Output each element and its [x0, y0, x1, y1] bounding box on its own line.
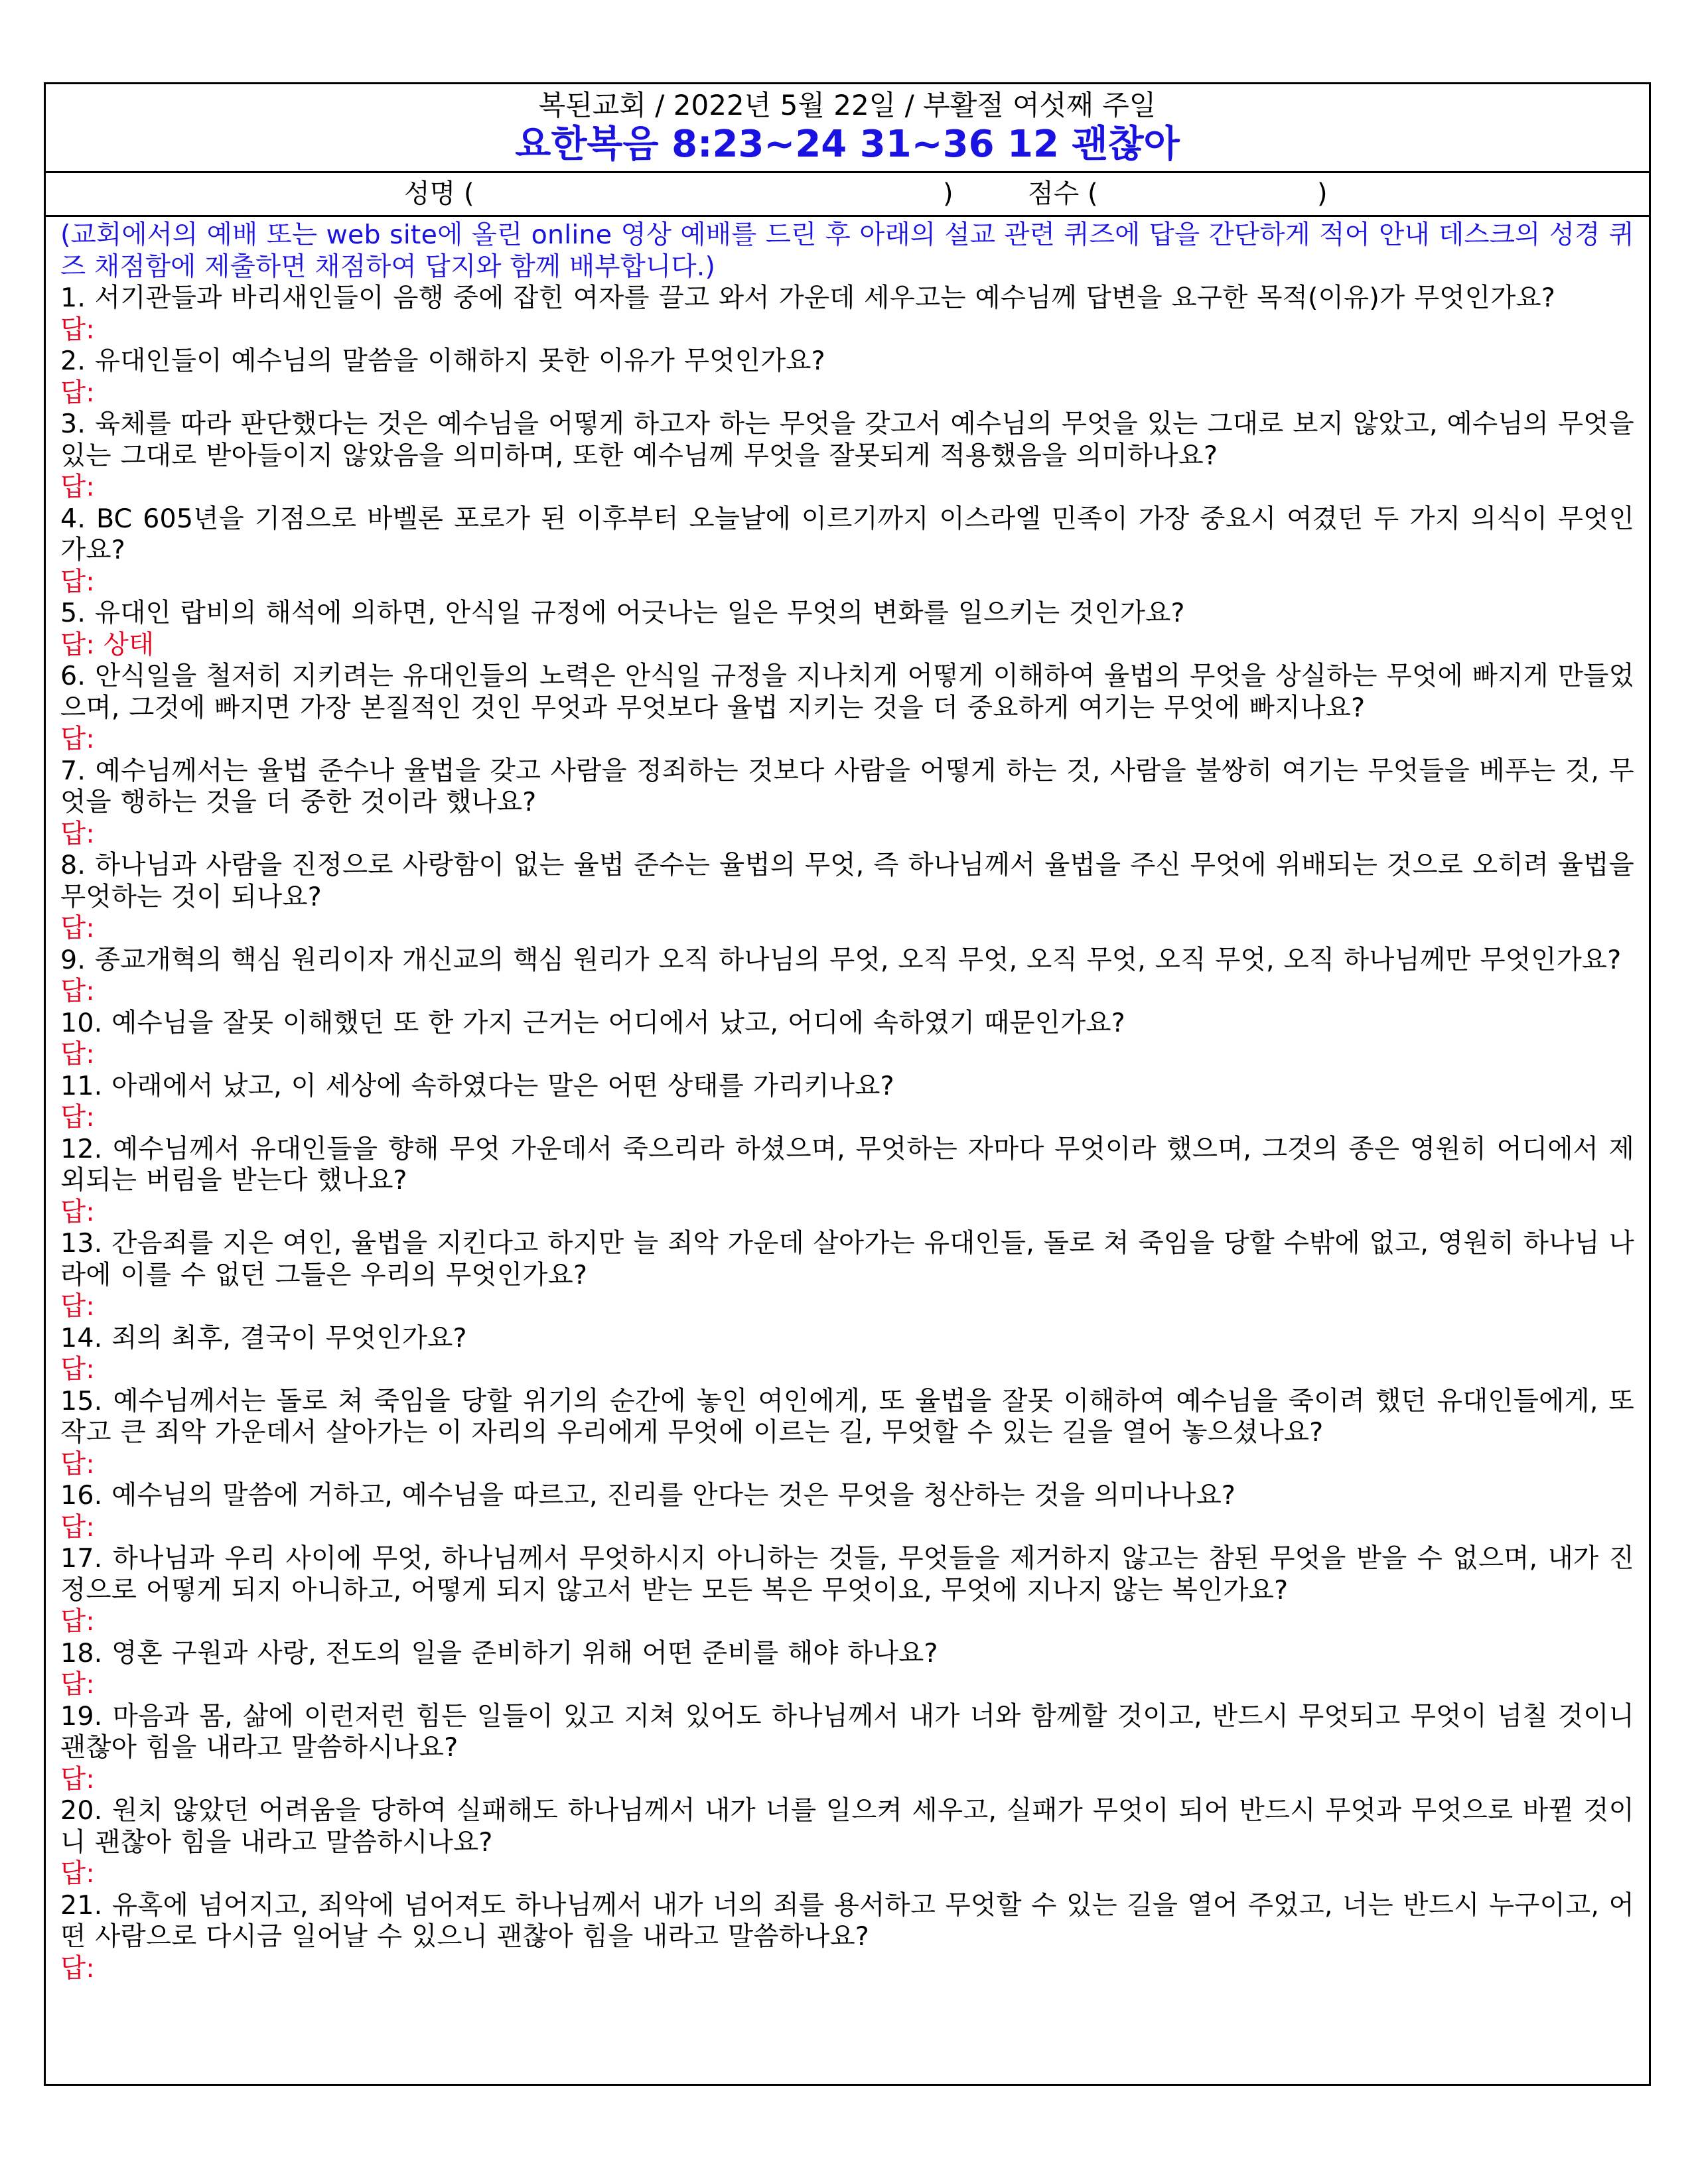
question-14: 14. 죄의 최후, 결국이 무엇인가요? — [60, 1322, 467, 1353]
question-6: 6. 안식일을 철저히 지키려는 유대인들의 노력은 안식일 규정을 지나치게 어떻게 이해하여 율법의 무엇을 상실하는 무엇에 빠지게 만들었으며, 그것에 빠지면 가장 본질적인 것인 무엇과 무엇보다 율법 지키는 것을 더 중요하게 여기는 무엇에 빠지나요? — [60, 661, 1634, 723]
church-date-line: 복된교회 / 2022년 5월 22일 / 부활절 여섯째 주일 — [538, 89, 1157, 121]
answer-13: 답: — [60, 1291, 95, 1322]
sheet-header — [46, 84, 1649, 173]
answer-2: 답: — [60, 377, 95, 408]
answer-10: 답: — [60, 1039, 95, 1069]
question-11: 11. 아래에서 났고, 이 세상에 속하였다는 말은 어떤 상태를 가리키나요? — [60, 1070, 894, 1101]
score-label: 점수 ( — [1028, 178, 1098, 209]
question-1: 1. 서기관들과 바리새인들이 음행 중에 잡힌 여자를 끌고 와서 가운데 세우고는 예수님께 답변을 요구한 목적(이유)가 무엇인가요? — [60, 283, 1556, 313]
answer-3: 답: — [60, 472, 95, 502]
question-12: 12. 예수님께서 유대인들을 향해 무엇 가운데서 죽으리라 하셨으며, 무엇하는 자마다 무엇이라 했으며, 그것의 종은 영원히 어디에서 제외되는 버림을 받는다 했나요? — [60, 1133, 1634, 1195]
answer-18: 답: — [60, 1669, 95, 1700]
answer-8: 답: — [60, 913, 95, 943]
question-5: 5. 유대인 랍비의 해석에 의하면, 안식일 규정에 어긋나는 일은 무엇의 변화를 일으키는 것인가요? — [60, 598, 1185, 628]
question-15: 15. 예수님께서는 돌로 쳐 죽임을 당할 위기의 순간에 놓인 여인에게, 또 율법을 잘못 이해하여 예수님을 죽이려 했던 유대인들에게, 또 작고 큰 죄악 가운데서 살아가는 이 자리의 우리에게 무엇에 이르는 길, 무엇할 수 있는 길을 열어 놓으셨나요? — [60, 1385, 1634, 1448]
score-field-close: ) — [1317, 178, 1328, 209]
question-9: 9. 종교개혁의 핵심 원리이자 개신교의 핵심 원리가 오직 하나님의 무엇, 오직 무엇, 오직 무엇, 오직 무엇, 오직 하나님께만 무엇인가요? — [60, 944, 1622, 975]
answer-7: 답: — [60, 818, 95, 849]
question-7: 7. 예수님께서는 율법 준수나 율법을 갖고 사람을 정죄하는 것보다 사람을 어떻게 하는 것, 사람을 불쌍히 여기는 무엇들을 베푸는 것, 무엇을 행하는 것을 더 중한 것이라 했나요? — [60, 755, 1634, 817]
answer-4: 답: — [60, 566, 95, 597]
answer-5: 답: 상태 — [60, 629, 155, 660]
answer-9: 답: — [60, 976, 95, 1006]
name-score-row — [46, 173, 1649, 217]
answer-1: 답: — [60, 314, 95, 345]
answer-14: 답: — [60, 1354, 95, 1385]
question-10: 10. 예수님을 잘못 이해했던 또 한 가지 근거는 어디에서 났고, 어디에 속하였기 때문인가요? — [60, 1007, 1125, 1038]
question-20: 20. 원치 않았던 어려움을 당하여 실패해도 하나님께서 내가 너를 일으켜 세우고, 실패가 무엇이 되어 반드시 무엇과 무엇으로 바뀔 것이니 괜찮아 힘을 내라고 말씀하시나요? — [60, 1795, 1634, 1858]
sermon-title: 요한복음 8:23~24 31~36 12 괜찮아 — [515, 123, 1180, 166]
name-label: 성명 ( — [404, 178, 474, 209]
answer-19: 답: — [60, 1763, 95, 1795]
question-3: 3. 육체를 따라 판단했다는 것은 예수님을 어떻게 하고자 하는 무엇을 갖고서 예수님의 무엇을 있는 그대로 보지 않았고, 예수님의 무엇을 있는 그대로 받아들이지 않았음을 의미하며, 또한 예수님께 무엇을 잘못되게 적용했음을 의미하나요? — [60, 409, 1634, 471]
question-2: 2. 유대인들이 예수님의 말씀을 이해하지 못한 이유가 무엇인가요? — [60, 346, 825, 376]
question-4: 4. BC 605년을 기점으로 바벨론 포로가 된 이후부터 오늘날에 이르기까지 이스라엘 민족이 가장 중요시 여겼던 두 가지 의식이 무엇인가요? — [60, 503, 1634, 565]
answer-6: 답: — [60, 724, 95, 754]
question-16: 16. 예수님의 말씀에 거하고, 예수님을 따르고, 진리를 안다는 것은 무엇을 청산하는 것을 의미나나요? — [60, 1480, 1236, 1511]
question-19: 19. 마음과 몸, 삶에 이런저런 힘든 일들이 있고 지쳐 있어도 하나님께서 내가 너와 함께할 것이고, 반드시 무엇되고 무엇이 넘칠 것이니 괜찮아 힘을 내라고 말씀하시나요? — [60, 1700, 1634, 1763]
answer-17: 답: — [60, 1606, 95, 1637]
answer-21: 답: — [60, 1952, 95, 1984]
question-8: 8. 하나님과 사람을 진정으로 사랑함이 없는 율법 준수는 율법의 무엇, 즉 하나님께서 율법을 주신 무엇에 위배되는 것으로 오히려 율법을 무엇하는 것이 되나요? — [60, 850, 1634, 912]
answer-20: 답: — [60, 1858, 95, 1889]
question-list — [60, 283, 1634, 1984]
question-21: 21. 유혹에 넘어지고, 죄악에 넘어져도 하나님께서 내가 너의 죄를 용서하고 무엇할 수 있는 길을 열어 주었고, 너는 반드시 누구이고, 어떤 사람으로 다시금 일어날 수 있으니 괜찮아 힘을 내라고 말씀하나요? — [60, 1889, 1634, 1952]
answer-15: 답: — [60, 1448, 95, 1479]
quiz-sheet — [44, 82, 1651, 2086]
answer-16: 답: — [60, 1511, 95, 1542]
question-17: 17. 하나님과 우리 사이에 무엇, 하나님께서 무엇하시지 아니하는 것들, 무엇들을 제거하지 않고는 참된 무엇을 받을 수 없으며, 내가 진정으로 어떻게 되지 아니하고, 어떻게 되지 않고서 받는 모든 복은 무엇이요, 무엇에 지나지 않는 복인가요? — [60, 1543, 1634, 1605]
submission-notice: (교회에서의 예배 또는 web site에 올린 online 영상 예배를 드린 후 아래의 설교 관련 퀴즈에 답을 간단하게 적어 안내 데스크의 성경 퀴즈 채점함에 제출하면 채점하여 답지와 함께 배부합니다.) — [60, 220, 1634, 282]
answer-12: 답: — [60, 1196, 95, 1227]
name-field-close: ) — [943, 178, 953, 209]
quiz-body — [46, 217, 1649, 1984]
answer-11: 답: — [60, 1102, 95, 1132]
question-13: 13. 간음죄를 지은 여인, 율법을 지킨다고 하지만 늘 죄악 가운데 살아가는 유대인들, 돌로 쳐 죽임을 당할 수밖에 없고, 영원히 하나님 나라에 이를 수 없던 그들은 우리의 무엇인가요? — [60, 1228, 1634, 1290]
question-18: 18. 영혼 구원과 사랑, 전도의 일을 준비하기 위해 어떤 준비를 해야 하나요? — [60, 1637, 938, 1669]
